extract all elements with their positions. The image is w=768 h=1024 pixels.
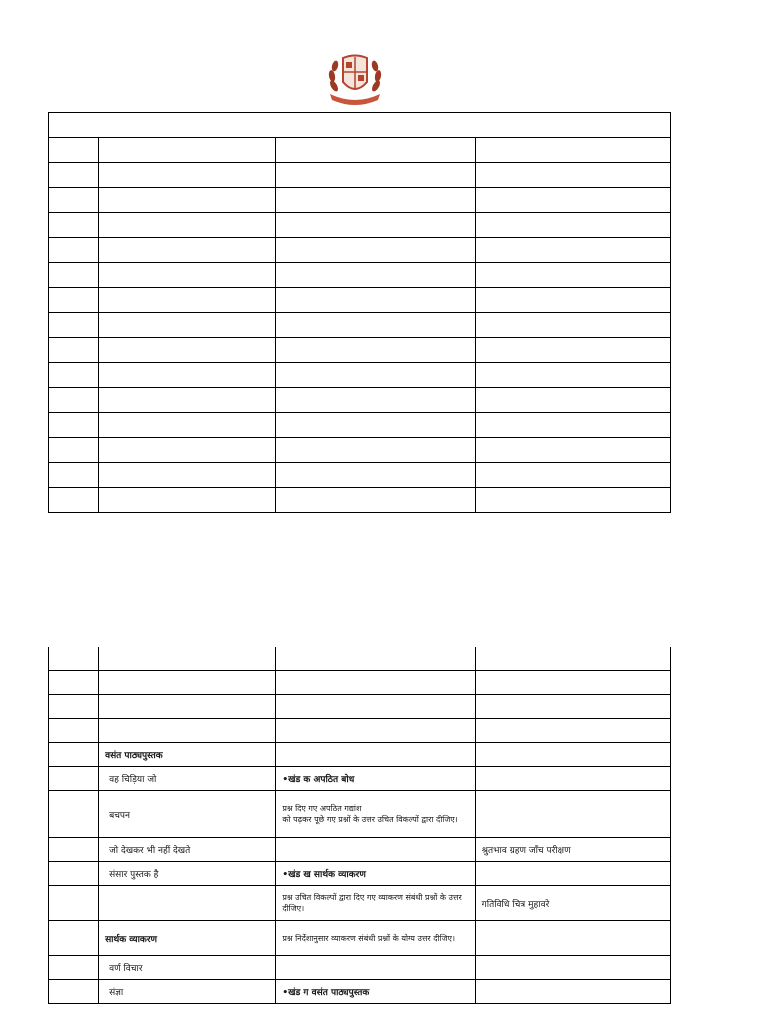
table-row (49, 388, 671, 413)
table-row (49, 862, 671, 886)
table-row (49, 138, 671, 163)
table-cell (99, 338, 276, 363)
cell-c1 (99, 791, 276, 838)
table-cell (475, 363, 670, 388)
cell-text: •खंड क अपठित बोध (282, 775, 355, 785)
school-crest-icon (326, 52, 384, 108)
cell-text: •खंड ग वसंत पाठ्यपुस्तक (282, 988, 370, 998)
table-row (49, 263, 671, 288)
table-cell (49, 288, 99, 313)
table-cell (49, 163, 99, 188)
table-cell (49, 138, 99, 163)
cell-c2 (276, 719, 475, 743)
cell-c2 (276, 838, 475, 862)
table-row (49, 213, 671, 238)
table-cell (475, 388, 670, 413)
cell-c2 (276, 647, 475, 671)
row-number-cell (49, 695, 99, 719)
table-cell (99, 463, 276, 488)
cell-c3 (475, 647, 670, 671)
cell-text: श्रुतभाव ग्रहण जाँच परीक्षण (481, 846, 571, 856)
cell-c2 (276, 886, 475, 921)
cell-c2 (276, 695, 475, 719)
table-cell (475, 463, 670, 488)
row-number-cell (49, 647, 99, 671)
table-cell (276, 188, 475, 213)
cell-c3 (475, 838, 670, 862)
cell-c2 (276, 767, 475, 791)
row-number-cell (49, 767, 99, 791)
row-number-cell (49, 862, 99, 886)
table-cell (99, 188, 276, 213)
cell-c1 (99, 886, 276, 921)
cell-c1 (99, 921, 276, 956)
table-cell (475, 238, 670, 263)
table-cell (99, 288, 276, 313)
table-cell (99, 138, 276, 163)
table-cell (475, 338, 670, 363)
table-cell (475, 263, 670, 288)
table-cell (99, 238, 276, 263)
table-row (49, 338, 671, 363)
table-row (49, 488, 671, 513)
table-row (49, 288, 671, 313)
cell-c3 (475, 791, 670, 838)
table-cell (475, 313, 670, 338)
cell-c2 (276, 921, 475, 956)
table-row (49, 886, 671, 921)
table-cell (475, 163, 670, 188)
cell-text: गतिविधि चित्र मुहावरे (481, 899, 550, 910)
cell-c2 (276, 980, 475, 1004)
table-row (49, 719, 671, 743)
row-number-cell (49, 886, 99, 921)
cell-c3 (475, 921, 670, 956)
table-cell (99, 263, 276, 288)
cell-text: प्रश्न उचित विकल्पों द्वारा दिए गए व्याकरण संबंधी प्रश्नों के उत्तर दीजिए। (282, 893, 462, 913)
table-cell (475, 413, 670, 438)
row-number-cell (49, 671, 99, 695)
cell-c1 (99, 956, 276, 980)
table-cell (49, 238, 99, 263)
table-cell (99, 488, 276, 513)
cell-c3 (475, 719, 670, 743)
cell-text: संसार पुस्तक है (109, 870, 159, 880)
cell-text: वह चिड़िया जो (109, 775, 157, 785)
table-cell (276, 413, 475, 438)
table-row (49, 956, 671, 980)
table-cell (475, 288, 670, 313)
table-cell (475, 188, 670, 213)
table-row (49, 188, 671, 213)
table-row (49, 695, 671, 719)
cell-c2 (276, 791, 475, 838)
table-cell (276, 338, 475, 363)
cell-text: वसंत पाठ्यपुस्तक (105, 751, 163, 761)
table-cell (99, 313, 276, 338)
table-cell (99, 413, 276, 438)
table-cell (276, 438, 475, 463)
cell-text: संज्ञा (109, 988, 124, 998)
table-cell (276, 363, 475, 388)
table-cell (49, 363, 99, 388)
cell-c3 (475, 980, 670, 1004)
table-row (49, 671, 671, 695)
table-cell (49, 488, 99, 513)
row-number-cell (49, 838, 99, 862)
table-cell (276, 488, 475, 513)
table-row (49, 647, 671, 671)
table-row (49, 838, 671, 862)
cell-c2 (276, 862, 475, 886)
row-number-cell (49, 956, 99, 980)
table-cell (49, 463, 99, 488)
table-row (49, 163, 671, 188)
table-cell (276, 463, 475, 488)
cell-c3 (475, 743, 670, 767)
table-cell (49, 413, 99, 438)
table-cell (49, 213, 99, 238)
table-cell (49, 438, 99, 463)
table-cell (99, 438, 276, 463)
table-row (49, 921, 671, 956)
table-cell (49, 338, 99, 363)
table-row (49, 743, 671, 767)
cell-c2 (276, 743, 475, 767)
cell-c2 (276, 956, 475, 980)
table-cell (49, 313, 99, 338)
table-cell (475, 488, 670, 513)
cell-c1 (99, 862, 276, 886)
cell-text: प्रश्न दिए गए अपठित गद्यांश को पढ़कर पूछे गए प्रश्नों के उत्तर उचित विकल्पों द्वारा दीजिए। (282, 804, 458, 824)
table-cell (276, 263, 475, 288)
row-number-cell (49, 743, 99, 767)
row-number-cell (49, 791, 99, 838)
table-row (49, 791, 671, 838)
cell-text: •खंड ख सार्थक व्याकरण (282, 870, 366, 880)
cell-c2 (276, 671, 475, 695)
cell-c1 (99, 838, 276, 862)
cell-c1 (99, 671, 276, 695)
cell-c1 (99, 980, 276, 1004)
cell-text: वर्ण विचार (109, 964, 143, 974)
table-cell (276, 288, 475, 313)
table-cell (276, 163, 475, 188)
cell-c1 (99, 743, 276, 767)
table-cell (49, 388, 99, 413)
cell-text: जो देखकर भी नहीं देखते (109, 846, 191, 856)
cell-c1 (99, 695, 276, 719)
table-cell (276, 388, 475, 413)
cell-c1 (99, 719, 276, 743)
syllabus-table (48, 647, 671, 1004)
table-cell (49, 263, 99, 288)
table-row (49, 313, 671, 338)
table-cell (475, 138, 670, 163)
cell-c1 (99, 767, 276, 791)
table-cell (475, 213, 670, 238)
table-cell (99, 363, 276, 388)
table-cell (276, 313, 475, 338)
cell-c3 (475, 886, 670, 921)
row-number-cell (49, 719, 99, 743)
cell-text: सार्थक व्याकरण (105, 934, 158, 945)
cell-c1 (99, 647, 276, 671)
cell-c3 (475, 671, 670, 695)
cell-c3 (475, 695, 670, 719)
table-cell (276, 213, 475, 238)
table-cell (276, 238, 475, 263)
table-cell (99, 213, 276, 238)
row-number-cell (49, 921, 99, 956)
table-row (49, 363, 671, 388)
table-row (49, 238, 671, 263)
table-row (49, 413, 671, 438)
table-cell (49, 188, 99, 213)
row-number-cell (49, 980, 99, 1004)
cell-c3 (475, 767, 670, 791)
cell-text: प्रश्न निर्देशानुसार व्याकरण संबंधी प्रश्नों के योग्य उत्तर दीजिए। (282, 933, 455, 943)
table-row (49, 767, 671, 791)
cell-c3 (475, 956, 670, 980)
table-row (49, 438, 671, 463)
table-cell (99, 388, 276, 413)
blank-table (48, 112, 671, 513)
table-cell (276, 138, 475, 163)
cell-c3 (475, 862, 670, 886)
table-cell (99, 163, 276, 188)
table-row (49, 463, 671, 488)
cell-text: बचपन (109, 810, 131, 821)
table-title-cell (49, 113, 671, 138)
table-cell (475, 438, 670, 463)
table-row (49, 980, 671, 1004)
